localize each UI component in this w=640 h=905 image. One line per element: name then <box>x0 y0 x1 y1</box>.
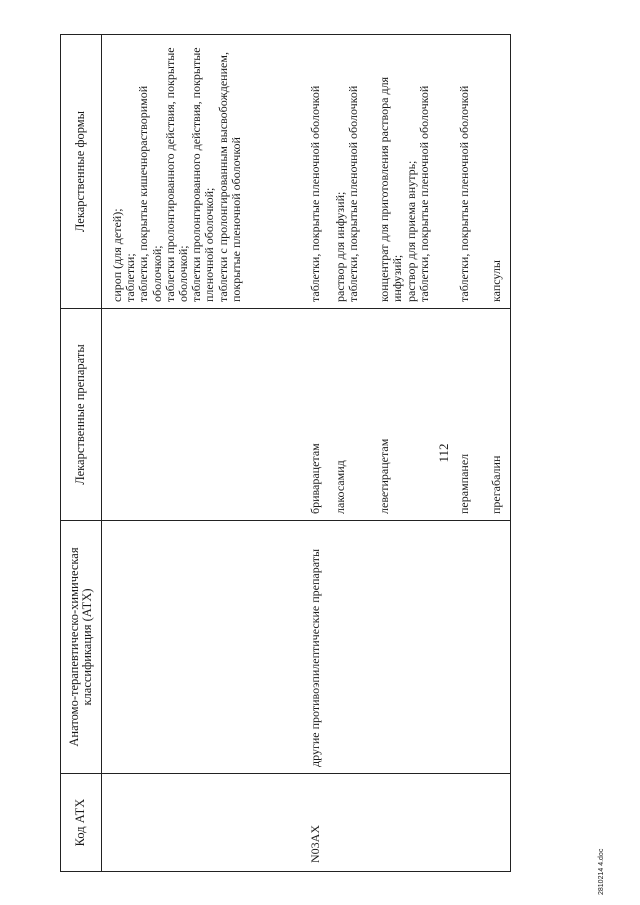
drug-table <box>60 34 511 872</box>
drug-name-cell: бриварацетам <box>281 309 322 521</box>
dosage-form: раствор для инфузий; <box>333 191 348 302</box>
classification-cell <box>322 521 372 774</box>
dosage-form: таблетки, покрытые пленочной оболочкой <box>416 85 431 302</box>
dosage-forms-cell <box>476 35 511 309</box>
dosage-forms-list <box>334 39 360 302</box>
drug-name-cell: лакосамид <box>322 309 372 521</box>
dosage-form: таблетки, покрытые пленочной оболочкой <box>308 85 322 302</box>
dosage-form: таблетки пролонгированного действия, покрытые пленочной оболочкой; <box>189 47 217 302</box>
dosage-form: таблетки, покрытые пленочной оболочкой <box>346 85 361 302</box>
classification-cell <box>444 521 476 774</box>
table-row <box>281 35 322 872</box>
classification-cell <box>372 521 444 774</box>
table-row <box>102 35 282 872</box>
table-header-row <box>61 35 102 872</box>
dosage-forms-list <box>458 39 471 302</box>
dosage-forms-cell <box>281 35 322 309</box>
dosage-forms-list <box>111 39 243 302</box>
dosage-forms-cell <box>102 35 282 309</box>
drug-name-cell: прегабалин <box>476 309 511 521</box>
table-row <box>444 35 476 872</box>
table-row <box>322 35 372 872</box>
drug-name-cell: перампанел <box>444 309 476 521</box>
dosage-form: концентрат для приготовления раствора для инфузий; <box>377 76 405 302</box>
dosage-form: таблетки пролонгированного действия, покрытые оболочкой; <box>162 47 191 302</box>
atc-code-cell: N03AX <box>281 774 322 872</box>
table-row <box>476 35 511 872</box>
dosage-forms-cell <box>322 35 372 309</box>
dosage-form: таблетки, покрытые пленочной оболочкой <box>457 85 472 302</box>
page-number: 112 <box>436 443 451 463</box>
header-dosage-forms: Лекарственные формы <box>61 35 102 309</box>
table-row <box>372 35 444 872</box>
dosage-forms-list <box>309 39 322 302</box>
classification-cell <box>102 521 282 774</box>
dosage-form: таблетки; <box>123 253 138 302</box>
drug-name-cell: леветирацетам <box>372 309 444 521</box>
header-atc-code: Код АТХ <box>61 774 102 872</box>
classification-cell: другие противоэпилептические препараты <box>281 521 322 774</box>
dosage-form: капсулы <box>489 260 504 302</box>
dosage-form: таблетки с пролонгированным высвобождением, покрытые пленочной оболочкой <box>215 52 243 302</box>
dosage-forms-cell <box>444 35 476 309</box>
atc-code-cell <box>476 774 511 872</box>
atc-code-cell <box>322 774 372 872</box>
atc-code-cell <box>372 774 444 872</box>
header-drugs: Лекарственные препараты <box>61 309 102 521</box>
dosage-form: сироп (для детей); <box>110 208 124 302</box>
atc-code-cell <box>444 774 476 872</box>
drug-name-cell <box>102 309 282 521</box>
dosage-form: раствор для приема внутрь; <box>403 160 418 302</box>
document-file-code: 2810214 4.doc <box>598 848 605 895</box>
dosage-forms-cell <box>372 35 444 309</box>
header-classification: Анатомо-терапевтическо-химическая классификация (АТХ) <box>61 521 102 774</box>
dosage-forms-list <box>490 39 503 302</box>
dosage-form: таблетки, покрытые кишечнорастворимой оболочкой; <box>136 85 164 302</box>
classification-cell <box>476 521 511 774</box>
atc-code-cell <box>102 774 282 872</box>
dosage-forms-list <box>378 39 431 302</box>
